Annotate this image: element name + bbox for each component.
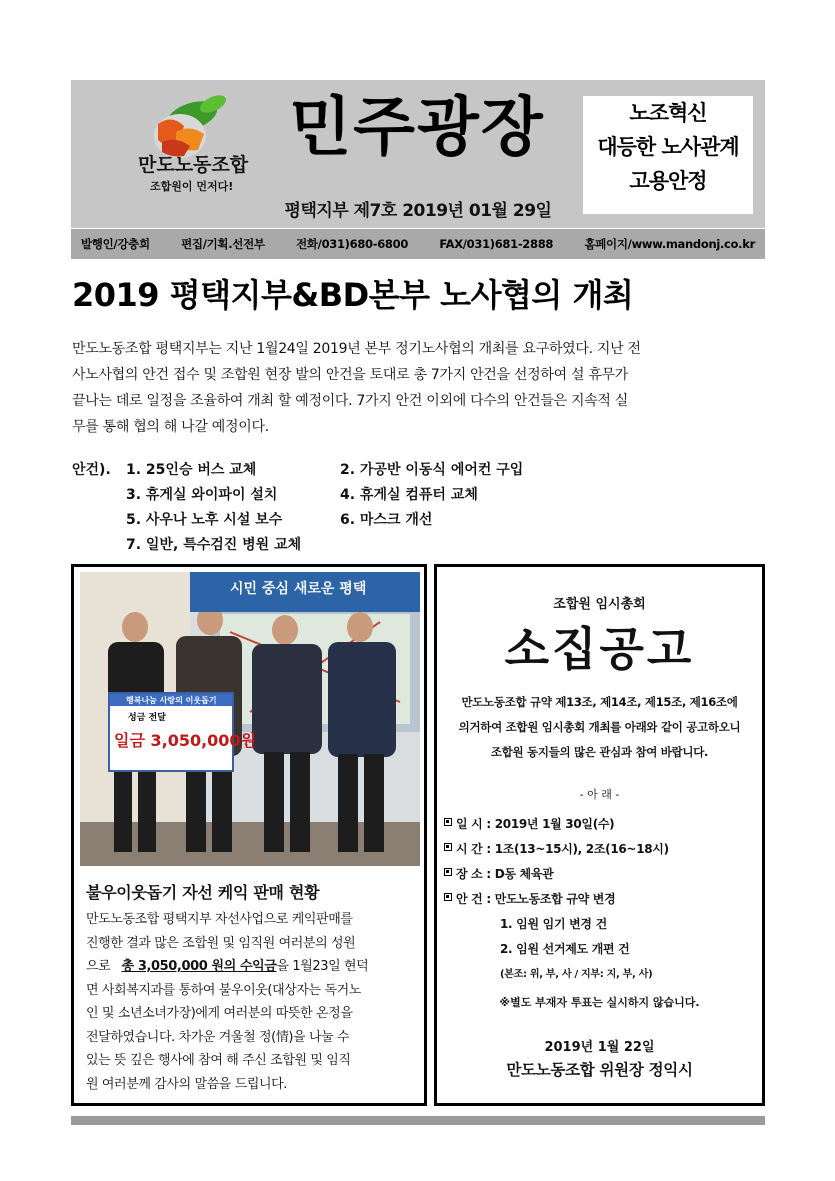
slogan-line: 고용안정 xyxy=(629,169,707,193)
logo-name: 만도노동조합 xyxy=(138,154,249,176)
donation-board-amount: 일금 3,050,000원 xyxy=(114,731,257,750)
agenda-item: 1. 25인승 버스 교체 xyxy=(126,462,257,478)
union-logo xyxy=(80,92,249,204)
newsletter-title: 민주광장 xyxy=(289,91,545,165)
bullet-square-icon xyxy=(444,868,452,876)
publisher: 발행인/강충희 xyxy=(81,237,150,251)
notice-details xyxy=(444,815,760,985)
story-text: 으로 xyxy=(86,959,111,974)
donation-board-title: 행복나눔 사랑의 이웃돕기 xyxy=(126,696,217,705)
lead-line: 끝나는 데로 일정을 조율하여 개최 할 예정이다. 7가지 안건 이외에 다수의 안건들은 지속적 실 xyxy=(72,393,628,409)
agenda-label: 안건). xyxy=(72,462,111,478)
phone: 전화/031)680-6800 xyxy=(296,237,409,251)
notice-intro xyxy=(434,690,765,765)
notice-detail: 안 건 : 만도노동조합 규약 변경 xyxy=(456,892,616,906)
notice-date: 2019년 1월 22일 xyxy=(544,1040,655,1055)
lead-line: 만도노동조합 평택지부는 지난 1월24일 2019년 본부 정기노사협의 개최를 요구하였다. 지난 전 xyxy=(72,341,641,357)
charity-story-body xyxy=(86,908,418,1096)
agenda-item: 6. 마스크 개선 xyxy=(340,512,433,528)
agenda-item: 4. 휴게실 컴퓨터 교체 xyxy=(340,487,478,503)
article-headline: 2019 평택지부&BD본부 노사협의 개최 xyxy=(72,276,634,314)
publisher-info-bar xyxy=(71,229,765,259)
issue-info: 평택지부 제7호 2019년 01월 29일 xyxy=(284,201,552,221)
lead-line: 무를 통해 협의 해 나갈 예정이다. xyxy=(72,419,269,435)
editor: 편집/기획.선전부 xyxy=(181,237,265,251)
agenda-item: 3. 휴게실 와이파이 설치 xyxy=(126,487,278,503)
bullet-square-icon xyxy=(444,818,452,826)
bullet-square-icon xyxy=(444,893,452,901)
notice-intro-line: 만도노동조합 규약 제13조, 제14조, 제15조, 제16조에 xyxy=(461,695,738,709)
story-line: 원 여러분께 감사의 말씀을 드립니다. xyxy=(86,1076,288,1092)
slogan-line: 대등한 노사관계 xyxy=(597,135,739,159)
notice-signature: 만도노동조합 위원장 정익시 xyxy=(506,1061,693,1079)
article-lead xyxy=(72,336,766,440)
notice-sub-note: (본조: 위, 부, 사 / 지부: 지, 부, 사) xyxy=(500,969,653,980)
notice-intro-line: 의거하여 조합원 임시총회 개최를 아래와 같이 공고하오니 xyxy=(458,720,741,734)
story-line: 전달하였습니다. 차가운 겨울철 정(情)을 나눌 수 xyxy=(86,1029,350,1045)
notice-intro-line: 조합원 동지들의 많은 관심과 참여 바랍니다. xyxy=(490,745,709,759)
story-text: 을 1월23일 현덕 xyxy=(276,959,369,974)
notice-detail: 일 시 : 2019년 1월 30일(수) xyxy=(456,817,615,831)
donation-amount-highlight: 총 3,050,000 원의 수익금 xyxy=(121,959,277,974)
agenda-item: 5. 사우나 노후 시설 보수 xyxy=(126,512,283,528)
notice-sub-item: 1. 임원 임기 변경 건 xyxy=(500,917,607,931)
notice-sub-item: 2. 임원 선거제도 개편 건 xyxy=(500,942,630,956)
agenda-item: 2. 가공반 이동식 에어컨 구입 xyxy=(340,462,524,478)
story-line: 만도노동조합 평택지부 자선사업으로 케익판매를 xyxy=(86,912,353,927)
notice-title: 소집공고 xyxy=(504,622,695,676)
notice-detail: 시 간 : 1조(13~15시), 2조(16~18시) xyxy=(456,842,669,856)
story-line: 있는 뜻 깊은 행사에 참여 해 주신 조합원 및 임직 xyxy=(86,1053,351,1068)
notice-absentee-note: ※별도 부재자 투표는 실시하지 않습니다. xyxy=(499,996,700,1009)
photo-banner-text: 시민 중심 새로운 평택 xyxy=(230,581,367,597)
bullet-square-icon xyxy=(444,843,452,851)
logo-slogan: 조합원이 먼저다! xyxy=(150,180,234,193)
footer-bar xyxy=(71,1116,765,1125)
charity-story-title: 불우이웃돕기 자선 케익 판매 현황 xyxy=(86,883,320,902)
homepage: 홈페이지/www.mandonj.co.kr xyxy=(584,237,755,251)
slogan-box xyxy=(583,96,753,214)
notice-subtitle: 조합원 임시총회 xyxy=(553,597,646,612)
lead-line: 사노사협의 안건 접수 및 조합원 현장 발의 안건을 토대로 총 7가지 안건을 선정하여 설 휴무가 xyxy=(72,367,628,383)
donation-board-subtitle: 성금 전달 xyxy=(128,713,166,723)
story-line xyxy=(86,955,418,979)
notice-detail: 장 소 : D동 체육관 xyxy=(456,867,554,881)
agenda-list xyxy=(72,455,632,555)
story-line: 인 및 소년소녀가장)에게 여러분의 따뜻한 온정을 xyxy=(86,1006,353,1021)
notice-separator: - 아 래 - xyxy=(579,788,620,801)
story-line: 진행한 결과 많은 조합원 및 임직원 여러분의 성원 xyxy=(86,935,356,951)
agenda-item: 7. 일반, 특수검진 병원 교체 xyxy=(126,537,302,553)
story-line: 면 사회복지과를 통하여 불우이웃(대상자는 독거노 xyxy=(86,982,361,998)
fax: FAX/031)681-2888 xyxy=(439,237,554,251)
slogan-line: 노조혁신 xyxy=(629,101,707,125)
